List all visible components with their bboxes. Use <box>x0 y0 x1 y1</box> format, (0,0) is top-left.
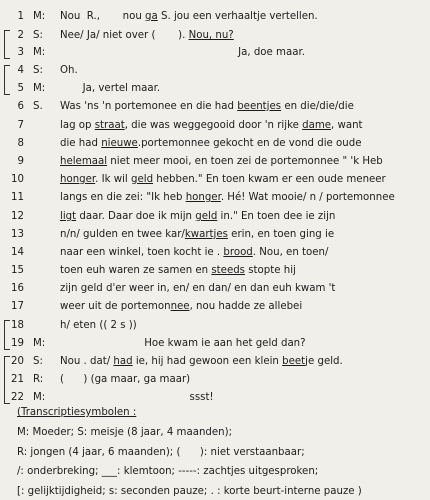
text-segment: . Nou, en toen/ <box>252 247 329 258</box>
transcript-line <box>0 153 430 170</box>
transcript-line <box>0 44 430 61</box>
text-segment: toen euh waren ze samen en <box>60 265 212 276</box>
utterance-text <box>60 262 296 279</box>
stressed-word: beentjes <box>237 101 282 112</box>
utterance-text <box>60 27 234 44</box>
text-segment: h/ eten (( 2 s )) <box>60 320 137 331</box>
text-segment: ie, hij had gewoon een klein <box>132 356 283 367</box>
text-segment: Ja, vertel maar. <box>60 83 161 94</box>
utterance-text <box>60 44 305 61</box>
stressed-word: dame <box>302 120 332 131</box>
transcript-line <box>0 280 430 297</box>
utterance-text <box>60 62 78 79</box>
text-segment: . Hé! Wat mooie/ n / portemonnee <box>220 192 395 203</box>
stressed-word: brood <box>223 247 253 258</box>
transcript-line <box>0 298 430 315</box>
line-number: 6 <box>17 101 24 112</box>
utterance-text <box>60 371 190 388</box>
stressed-word: ga <box>145 11 158 22</box>
text-segment: n/n/ gulden en twee kar/ <box>60 229 185 240</box>
line-number: 18 <box>11 320 24 331</box>
transcript-line <box>0 226 430 243</box>
text-segment: Was 'ns 'n portemonee en die had <box>60 101 238 112</box>
text-segment: langs en die zei: "Ik heb <box>60 192 186 203</box>
stressed-word: kwartjes <box>184 229 228 240</box>
speaker-label: M: <box>33 338 46 349</box>
text-segment: , nou hadde ze allebei <box>189 301 303 312</box>
line-number: 3 <box>17 47 24 58</box>
text-segment: Nee/ Ja/ niet over ( ). <box>60 30 189 41</box>
text-segment: Nou R., nou <box>60 11 146 22</box>
utterance-text <box>60 335 306 352</box>
utterance-text <box>60 280 335 297</box>
line-number: 17 <box>11 301 24 312</box>
text-segment: in." En toen dee ie zijn <box>217 211 336 222</box>
transcript-line <box>0 262 430 279</box>
line-number: 19 <box>11 338 24 349</box>
line-number: 7 <box>17 120 24 131</box>
utterance-text <box>60 189 395 206</box>
utterance-text <box>60 226 334 243</box>
stressed-word: ligt <box>60 211 77 222</box>
text-segment: lag op <box>60 120 95 131</box>
speaker-label: S: <box>33 30 43 41</box>
stressed-word: steeds <box>211 265 245 276</box>
simultaneity-bracket <box>4 356 10 404</box>
text-segment: Nou . dat/ <box>60 356 114 367</box>
speaker-label: S. <box>33 101 43 112</box>
legend-text: /: onderbreking; ___: klemtoon; -----: zachtjes uitgesproken; <box>17 466 319 477</box>
transcript-line <box>0 27 430 44</box>
transcript-line <box>0 171 430 188</box>
text-segment: en die/die/die <box>281 101 354 112</box>
text-segment: ssst! <box>60 392 214 403</box>
text-segment: Oh. <box>60 65 78 76</box>
transcript-line <box>0 135 430 152</box>
line-number: 16 <box>11 283 24 294</box>
speaker-label: M: <box>33 11 46 22</box>
text-segment: hebben." En toen kwam er een oude meneer <box>153 174 386 185</box>
speaker-label: M: <box>33 47 46 58</box>
text-segment: , die was weggegooid door 'n rijke <box>124 120 303 131</box>
text-segment: erin, en toen ging ie <box>227 229 335 240</box>
line-number: 11 <box>11 192 24 203</box>
line-number: 8 <box>17 138 24 149</box>
transcript-line <box>0 335 430 352</box>
line-number: 20 <box>11 356 24 367</box>
transcript-line <box>0 244 430 261</box>
stressed-word: helemaal <box>60 156 108 167</box>
line-number: 1 <box>17 11 24 22</box>
line-number: 13 <box>11 229 24 240</box>
legend-text: M: Moeder; S: meisje (8 jaar, 4 maanden); <box>17 427 233 438</box>
utterance-text <box>60 153 383 170</box>
transcript-line <box>0 62 430 79</box>
utterance-text <box>60 8 318 25</box>
speaker-label: S: <box>33 356 43 367</box>
speaker-label: R: <box>33 374 44 385</box>
line-number: 5 <box>17 83 24 94</box>
stressed-word: honger <box>185 192 221 203</box>
transcript-line <box>0 353 430 370</box>
utterance-text <box>60 117 363 134</box>
text-segment: Hoe kwam ie aan het geld dan? <box>60 338 306 349</box>
line-number: 15 <box>11 265 24 276</box>
text-segment: Ja, doe maar. <box>60 47 305 58</box>
text-segment: zijn geld d'er weer in, en/ en dan/ en dan euh kwam 't <box>60 283 336 294</box>
transcript-line <box>0 317 430 334</box>
transcript-line <box>0 80 430 97</box>
transcript-line <box>0 117 430 134</box>
utterance-text <box>60 353 343 370</box>
simultaneity-bracket <box>4 30 10 59</box>
speaker-label: S: <box>33 65 43 76</box>
stressed-word: straat <box>94 120 125 131</box>
text-segment: die had <box>60 138 102 149</box>
simultaneity-bracket <box>4 65 10 95</box>
text-segment: naar een winkel, toen kocht ie . <box>60 247 224 258</box>
transcript-line <box>0 371 430 388</box>
stressed-word: Nou, nu? <box>188 30 234 41</box>
text-segment: S. jou een verhaaltje vertellen. <box>157 11 318 22</box>
text-segment: daar. Daar doe ik mijn <box>76 211 196 222</box>
text-segment: je geld. <box>305 356 343 367</box>
line-number: 12 <box>11 211 24 222</box>
legend-text: R: jongen (4 jaar, 6 maanden); ( ): niet verstaanbaar; <box>17 447 305 458</box>
stressed-word: geld <box>131 174 154 185</box>
line-number: 9 <box>17 156 24 167</box>
text-segment: weer uit de portemon <box>60 301 171 312</box>
line-number: 2 <box>17 30 24 41</box>
utterance-text <box>60 317 137 334</box>
legend-text: (Transcriptiesymbolen : <box>17 407 137 418</box>
simultaneity-bracket <box>4 320 10 350</box>
utterance-text <box>60 135 361 152</box>
utterance-text <box>60 171 386 188</box>
utterance-text <box>60 244 328 261</box>
utterance-text <box>60 98 354 115</box>
utterance-text <box>60 208 335 225</box>
stressed-word: had <box>113 356 133 367</box>
speaker-label: M: <box>33 83 46 94</box>
utterance-text <box>60 80 160 97</box>
line-number: 21 <box>11 374 24 385</box>
legend-text: [: gelijktijdigheid; s: seconden pauze; . : korte beurt-interne pauze ) <box>17 486 362 497</box>
line-number: 14 <box>11 247 24 258</box>
stressed-word: nieuwe <box>101 138 138 149</box>
transcript-line <box>0 208 430 225</box>
stressed-word: beet <box>282 356 306 367</box>
text-segment: ( ) (ga maar, ga maar) <box>60 374 191 385</box>
transcript-line <box>0 8 430 25</box>
transcript-line <box>0 98 430 115</box>
speaker-label: M: <box>33 392 46 403</box>
text-segment: , want <box>331 120 363 131</box>
text-segment: .portemonnee gekocht en de vond die oude <box>137 138 362 149</box>
line-number: 4 <box>17 65 24 76</box>
utterance-text <box>60 298 302 315</box>
stressed-word: geld <box>195 211 218 222</box>
stressed-word: nee <box>170 301 190 312</box>
text-segment: . Ik wil <box>95 174 131 185</box>
stressed-word: honger <box>60 174 96 185</box>
line-number: 22 <box>11 392 24 403</box>
transcript-line <box>0 189 430 206</box>
text-segment: niet meer mooi, en toen zei de portemonnee " 'k Heb <box>107 156 383 167</box>
line-number: 10 <box>11 174 24 185</box>
text-segment: stopte hij <box>245 265 296 276</box>
